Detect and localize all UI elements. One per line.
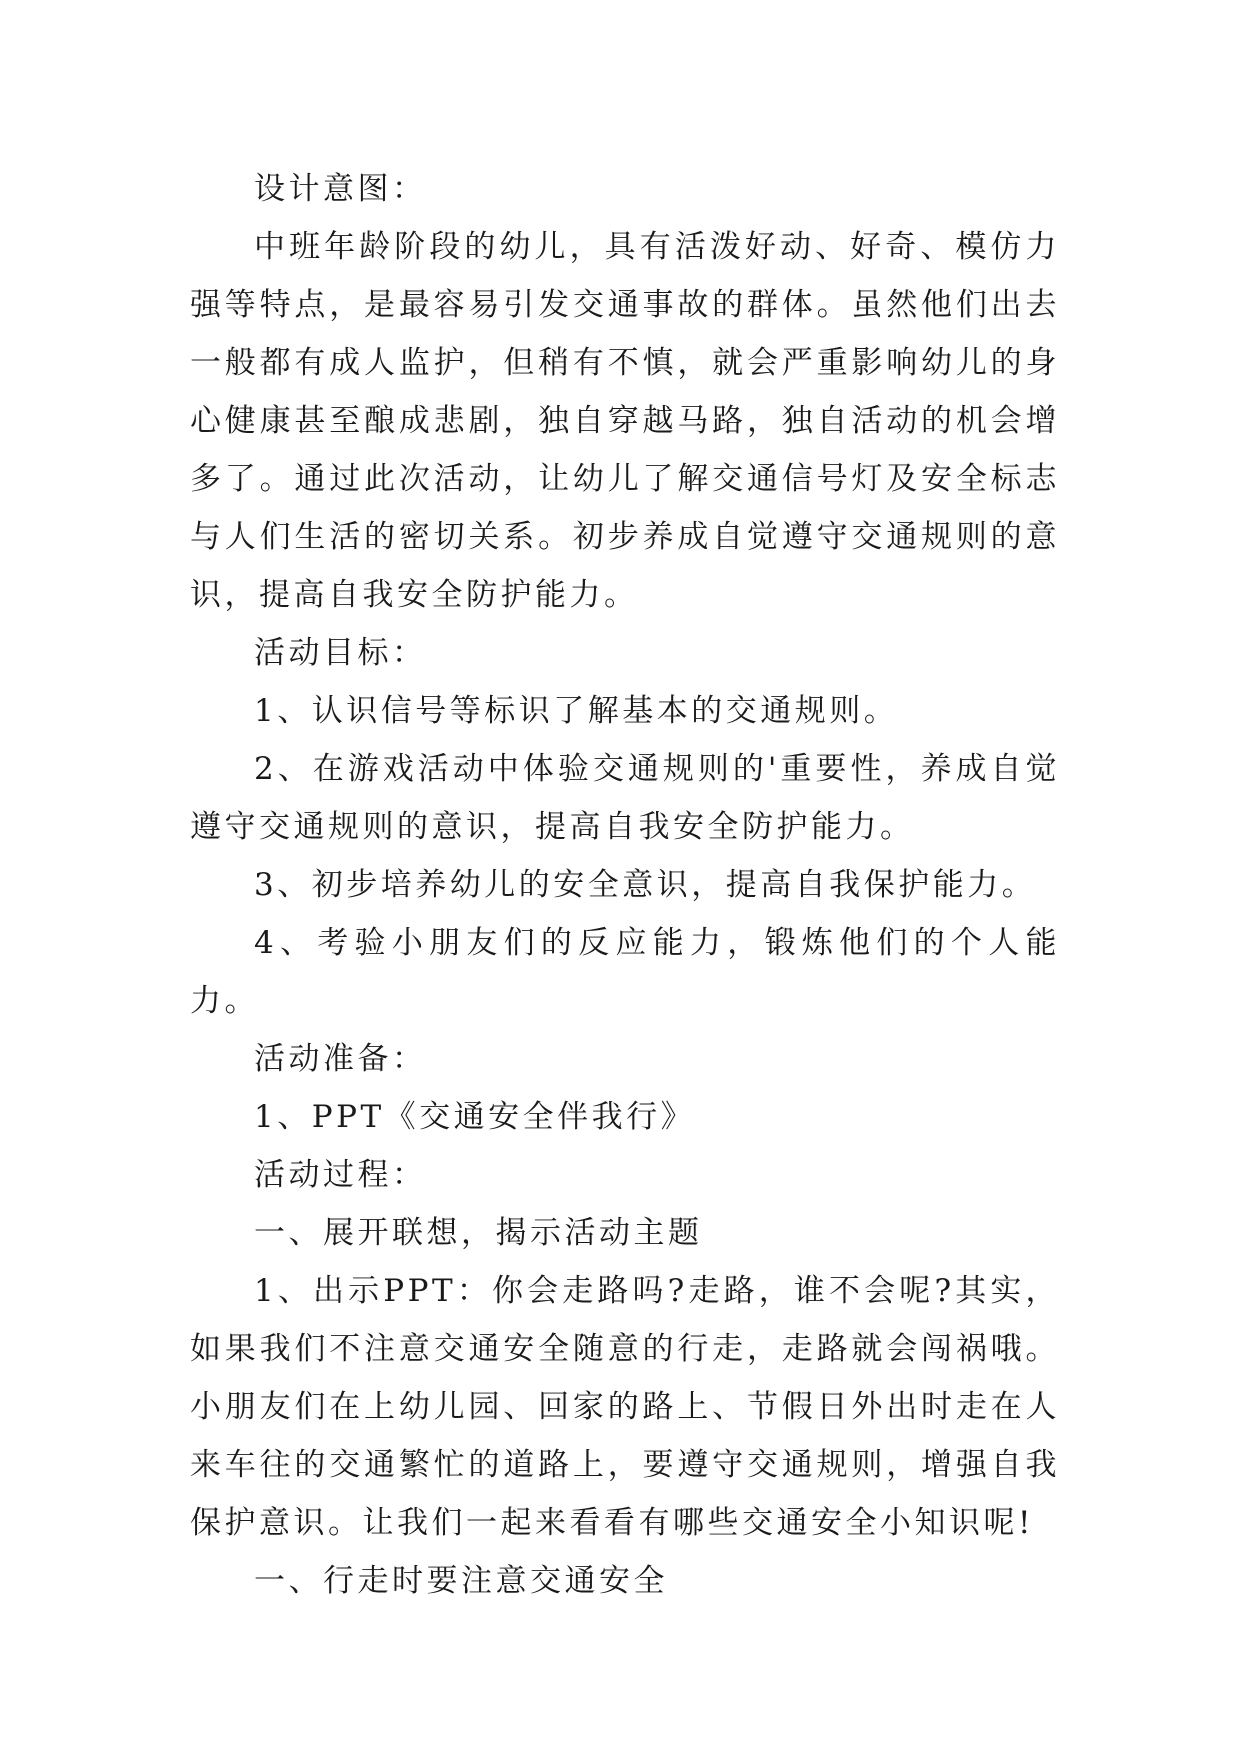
document-body	[190, 160, 1060, 1610]
heading-design-intent: 设计意图：	[254, 171, 427, 207]
process-section-1-title: 一、展开联想，揭示活动主题	[254, 1215, 703, 1251]
heading-activity-preparation: 活动准备：	[254, 1041, 427, 1077]
heading-activity-process: 活动过程：	[254, 1157, 427, 1193]
goal-item-3: 3、初步培养幼儿的安全意识，提高自我保护能力。	[254, 867, 1037, 903]
process-subsection-title: 一、行走时要注意交通安全	[254, 1563, 668, 1599]
paragraph-design-intent-body: 中班年龄阶段的幼儿，具有活泼好动、好奇、模仿力强等特点，是最容易引发交通事故的群体。虽然他们出去一般都有成人监护，但稍有不慎，就会严重影响幼儿的身心健康甚至酿成悲剧，独自穿越马路，独自活动的机会增多了。通过此次活动，让幼儿了解交通信号灯及安全标志与人们生活的密切关系。初步养成自觉遵守交通规则的意识，提高自我安全防护能力。	[190, 229, 1060, 613]
goal-item-1: 1、认识信号等标识了解基本的交通规则。	[254, 693, 899, 729]
goal-item-2: 2、在游戏活动中体验交通规则的'重要性，养成自觉遵守交通规则的意识，提高自我安全防护能力。	[190, 751, 1060, 845]
process-step-1-body: 1、出示PPT：你会走路吗?走路，谁不会呢?其实，如果我们不注意交通安全随意的行走，走路就会闯祸哦。小朋友们在上幼儿园、回家的路上、节假日外出时走在人来车往的交通繁忙的道路上，要遵守交通规则，增强自我保护意识。让我们一起来看看有哪些交通安全小知识呢!	[190, 1273, 1060, 1541]
goal-item-4: 4、考验小朋友们的反应能力，锻炼他们的个人能力。	[190, 925, 1060, 1019]
heading-activity-goals: 活动目标：	[254, 635, 427, 671]
preparation-item-1: 1、PPT《交通安全伴我行》	[254, 1099, 696, 1135]
